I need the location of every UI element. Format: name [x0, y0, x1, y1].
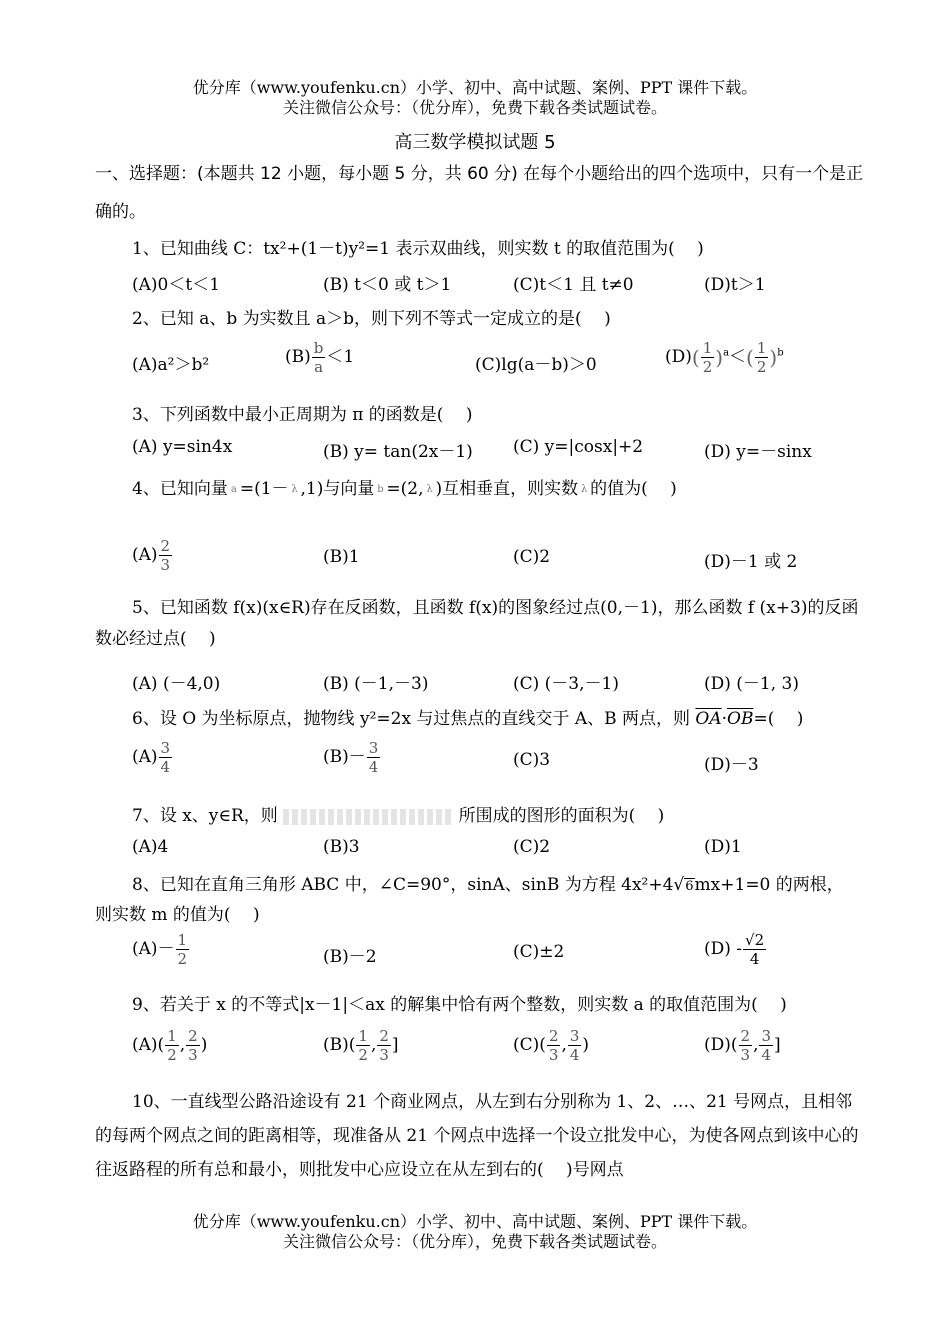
question-5-stem: 5、已知函数 f(x)(x∈R)存在反函数，且函数 f(x)的图象经过点(0,－1)，那么函数 f (x+3)的反函数必经过点( )	[95, 598, 859, 649]
footer-line-1: 优分库（www.youfenku.cn）小学、初中、高中试题、案例、PPT 课件下载。	[192, 1212, 758, 1231]
q2-d-prefix: (D)	[665, 347, 692, 367]
q5-option-d: (D) (－1, 3)	[704, 674, 800, 694]
q9-option-d: (D)( $\frac{2}{3}$ , $\frac{3}{4}$ ]	[704, 1027, 781, 1064]
vector-ob: $\overline{OB}$	[727, 709, 754, 729]
exam-title: 高三数学模拟试题 5	[394, 132, 556, 153]
q2-b-prefix: (B)	[285, 347, 311, 367]
q9-option-a: (A)( $\frac{1}{2}$ , $\frac{2}{3}$ )	[132, 1027, 208, 1064]
page-header	[0, 78, 950, 118]
q6-option-b: (B)－ $\frac{3}{4}$	[323, 739, 379, 776]
q1-option-a: (A)0＜t＜1	[132, 275, 221, 295]
question-8-stem: 8、已知在直角三角形 ABC 中，∠C=90°，sinA、sinB 为方程 4x²+4√6mx+1=0 的两根，	[132, 875, 844, 895]
inequality-system-image	[283, 809, 453, 825]
vector-oa: $\overline{OA}$	[695, 709, 722, 729]
q3-option-d: (D) y=－sinx	[704, 442, 812, 462]
lambda-symbol-1: λ	[291, 484, 298, 495]
q8-option-d: (D) - $\frac{√2}{4}$	[704, 931, 765, 968]
q4-option-c: (C)2	[513, 547, 551, 567]
q4-option-a: (A) $\frac{2}{3}$	[132, 537, 171, 574]
vector-a-symbol: a	[230, 484, 237, 495]
q7-option-a: (A)4	[132, 837, 169, 857]
question-4-stem: 4、已知向量 a =(1－ λ ,1)与向量 b =(2, λ )互相垂直，则实数 λ 的值为( )	[132, 479, 677, 499]
header-line-1: 优分库（www.youfenku.cn）小学、初中、高中试题、案例、PPT 课件下载。	[192, 78, 758, 97]
q2-b-fraction	[312, 340, 326, 375]
q2-d-mid: ＜	[729, 347, 747, 367]
q1-option-d: (D)t＞1	[704, 275, 766, 295]
q2-b-suffix: ＜1	[326, 347, 355, 367]
question-6-stem: 6、设 O 为坐标原点，抛物线 y²=2x 与过焦点的直线交于 A、B 两点，则 $\overline{OA}\cdot\overline{OB}=$( )	[132, 709, 804, 729]
q2-b-num: b	[313, 339, 324, 357]
q9-option-c: (C)( $\frac{2}{3}$ , $\frac{3}{4}$ )	[513, 1027, 590, 1064]
q2-d-exp-1: a	[723, 347, 730, 359]
q4-option-d: (D)－1 或 2	[704, 552, 798, 572]
q6-option-d: (D)－3	[704, 755, 759, 775]
footer-line-2: 关注微信公众号：（优分库），免费下载各类试题试卷。	[282, 1232, 667, 1251]
q3-option-c: (C) y=|cosx|+2	[513, 437, 644, 457]
q1-option-c: (C)t＜1 且 t≠0	[513, 275, 634, 295]
q2-b-den: a	[314, 358, 324, 376]
q8-option-b: (B)－2	[323, 947, 377, 967]
question-2-stem: 2、已知 a、b 为实数且 a＞b，则下列不等式一定成立的是( )	[132, 309, 611, 329]
q6-option-a: (A) $\frac{3}{4}$	[132, 739, 171, 776]
question-8-stem-line-2: 则实数 m 的值为( )	[95, 905, 260, 925]
q9-option-b: (B)( $\frac{1}{2}$ , $\frac{2}{3}$ ]	[323, 1027, 399, 1064]
lambda-symbol-2: λ	[426, 484, 433, 495]
page-footer	[0, 1212, 950, 1252]
q2-option-a: (A)a²＞b²	[132, 355, 210, 375]
sqrt-6: 6	[685, 879, 694, 894]
q5-option-b: (B) (－1,－3)	[323, 674, 429, 694]
q2-d-exp-2: b	[777, 347, 784, 359]
q7-option-b: (B)3	[323, 837, 360, 857]
q4-option-b: (B)1	[323, 547, 360, 567]
q2-d-fraction-1: $\frac{1}{2}$	[702, 339, 713, 376]
q2-option-b	[285, 340, 354, 375]
q1-option-b: (B) t＜0 或 t＞1	[323, 275, 452, 295]
q7-option-d: (D)1	[704, 837, 742, 857]
question-3-stem: 3、下列函数中最小正周期为 π 的函数是( )	[132, 405, 473, 425]
q7-option-c: (C)2	[513, 837, 551, 857]
question-9-stem: 9、若关于 x 的不等式|x－1|＜ax 的解集中恰有两个整数，则实数 a 的取值范围为( )	[132, 995, 787, 1015]
q2-option-d: (D)( $\frac{1}{2}$ )$^a$＜( $\frac{1}{2}$ )$^b$	[665, 339, 784, 376]
lambda-symbol-3: λ	[580, 484, 588, 495]
header-line-2: 关注微信公众号：（优分库），免费下载各类试题试卷。	[282, 98, 667, 117]
question-7-stem: 7、设 x、y∈R，则 所围成的图形的面积为( )	[132, 806, 665, 826]
q5-option-c: (C) (－3,－1)	[513, 674, 619, 694]
q2-d-fraction-2: $\frac{1}{2}$	[756, 339, 767, 376]
q3-option-a: (A) y=sin4x	[132, 437, 233, 457]
q3-option-b: (B) y= tan(2x－1)	[323, 442, 473, 462]
q6-option-c: (C)3	[513, 750, 551, 770]
question-1-stem: 1、已知曲线 C：tx²+(1－t)y²=1 表示双曲线，则实数 t 的取值范围为( )	[132, 239, 704, 259]
q2-option-c: (C)lg(a－b)＞0	[475, 355, 597, 375]
q5-option-a: (A) (－4,0)	[132, 674, 221, 694]
section-heading: 一、选择题：(本题共 12 小题，每小题 5 分，共 60 分) 在每个小题给出的四个选项中，只有一个是正确的。	[95, 164, 864, 222]
q8-option-a: (A)－ $\frac{1}{2}$	[132, 931, 188, 968]
q8-option-c: (C)±2	[513, 942, 565, 962]
vector-b-symbol: b	[377, 484, 384, 495]
question-10-stem: 10、一直线型公路沿途设有 21 个商业网点，从左到右分别称为 1、2、…、21 号网点，且相邻的每两个网点之间的距离相等，现准备从 21 个网点中选择一个设立批发中心，为使各网点到该中心的往返路程的所有总和最小，则批发中心应设立在从左到右的( )号网点	[95, 1092, 859, 1180]
